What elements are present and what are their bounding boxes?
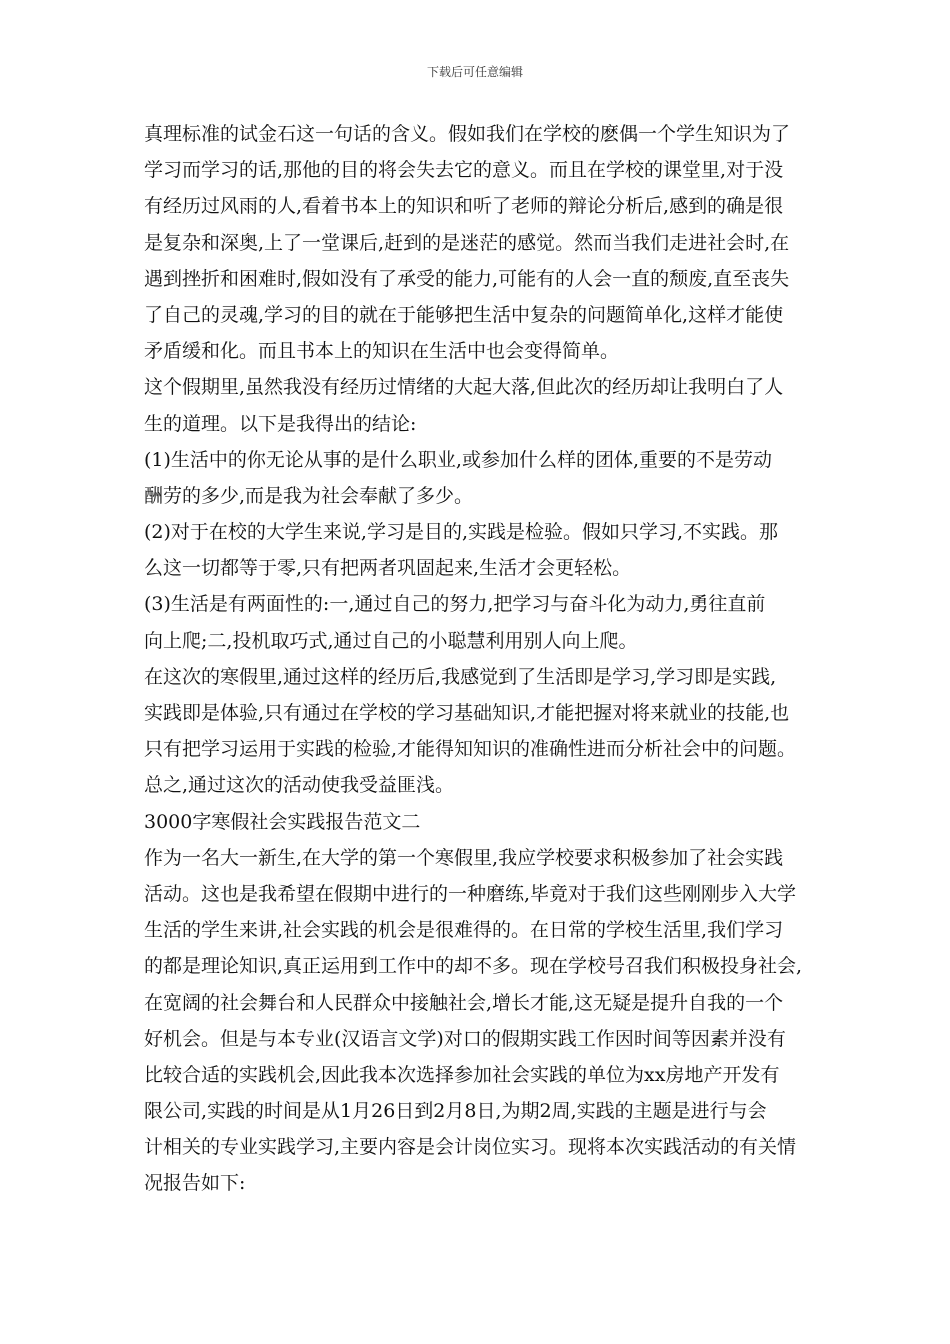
text-line: 是复杂和深奥,上了一堂课后,赶到的是迷茫的感觉。然而当我们走进社会时,在 xyxy=(144,231,790,254)
text-line: 在这次的寒假里,通过这样的经历后,我感觉到了生活即是学习,学习即是实践, xyxy=(144,665,777,688)
text-line: 这个假期里,虽然我没有经历过情绪的大起大落,但此次的经历却让我明白了人 xyxy=(144,376,784,399)
text-line: (1)生活中的你无论从事的是什么职业,或参加什么样的团体,重要的不是劳动 xyxy=(144,448,772,471)
text-line: 作为一名大一新生,在大学的第一个寒假里,我应学校要求积极参加了社会实践 xyxy=(144,846,784,869)
text-line: 况报告如下: xyxy=(144,1172,246,1195)
text-line: 了自己的灵魂,学习的目的就在于能够把生活中复杂的问题简单化,这样才能使 xyxy=(144,303,784,326)
text-line: 活动。这也是我希望在假期中进行的一种磨练,毕竟对于我们这些刚刚步入大学 xyxy=(144,882,797,905)
text-line: 有经历过风雨的人,看着书本上的知识和听了老师的辩论分析后,感到的确是很 xyxy=(144,195,784,218)
text-line: (3)生活是有两面性的:一,通过自己的努力,把学习与奋斗化为动力,勇往直前 xyxy=(144,593,766,616)
text-line: 计相关的专业实践学习,主要内容是会计岗位实习。现将本次实践活动的有关情 xyxy=(144,1136,797,1159)
text-line: 酬劳的多少,而是我为社会奉献了多少。 xyxy=(144,484,474,507)
document-body xyxy=(144,116,812,1202)
text-line: 么这一切都等于零,只有把两者巩固起来,生活才会更轻松。 xyxy=(144,557,632,580)
text-line: 总之,通过这次的活动使我受益匪浅。 xyxy=(144,774,455,797)
text-line: 生的道理。以下是我得出的结论: xyxy=(144,412,417,435)
text-line: 实践即是体验,只有通过在学校的学习基础知识,才能把握对将来就业的技能,也 xyxy=(144,702,790,724)
text-line: 只有把学习运用于实践的检验,才能得知知识的准确性进而分析社会中的问题。 xyxy=(144,738,797,761)
text-line: 向上爬;二,投机取巧式,通过自己的小聪慧利用别人向上爬。 xyxy=(144,629,638,652)
text-line: 限公司,实践的时间是从1月26日到2月8日,为期2周,实践的主题是进行与会 xyxy=(144,1100,767,1123)
text-line: 好机会。但是与本专业(汉语言文学)对口的假期实践工作因时间等因素并没有 xyxy=(144,1027,786,1050)
text-line: 真理标准的试金石这一句话的含义。假如我们在学校的麽偶一个学生知识为了 xyxy=(144,123,791,145)
text-line: 比较合适的实践机会,因此我本次选择参加社会实践的单位为xx房地产开发有 xyxy=(144,1063,780,1086)
text-line: 在宽阔的社会舞台和人民群众中接触社会,增长才能,这无疑是提升自我的一个 xyxy=(144,991,784,1014)
text-line: (2)对于在校的大学生来说,学习是目的,实践是检验。假如只学习,不实践。那 xyxy=(144,521,779,544)
text-line: 矛盾缓和化。而且书本上的知识在生活中也会变得简单。 xyxy=(144,340,620,363)
page-header: 下载后可任意编辑 xyxy=(426,65,523,79)
section-heading: 3000字寒假社会实践报告范文二 xyxy=(144,810,421,833)
text-line: 的都是理论知识,真正运用到工作中的却不多。现在学校号召我们积极投身社会, xyxy=(144,955,803,978)
text-line: 遇到挫折和困难时,假如没有了承受的能力,可能有的人会一直的颓废,直至丧失 xyxy=(144,267,790,290)
text-line: 学习而学习的话,那他的目的将会失去它的意义。而且在学校的课堂里,对于没 xyxy=(144,159,784,182)
text-line: 生活的学生来讲,社会实践的机会是很难得的。在日常的学校生活里,我们学习 xyxy=(144,919,784,942)
